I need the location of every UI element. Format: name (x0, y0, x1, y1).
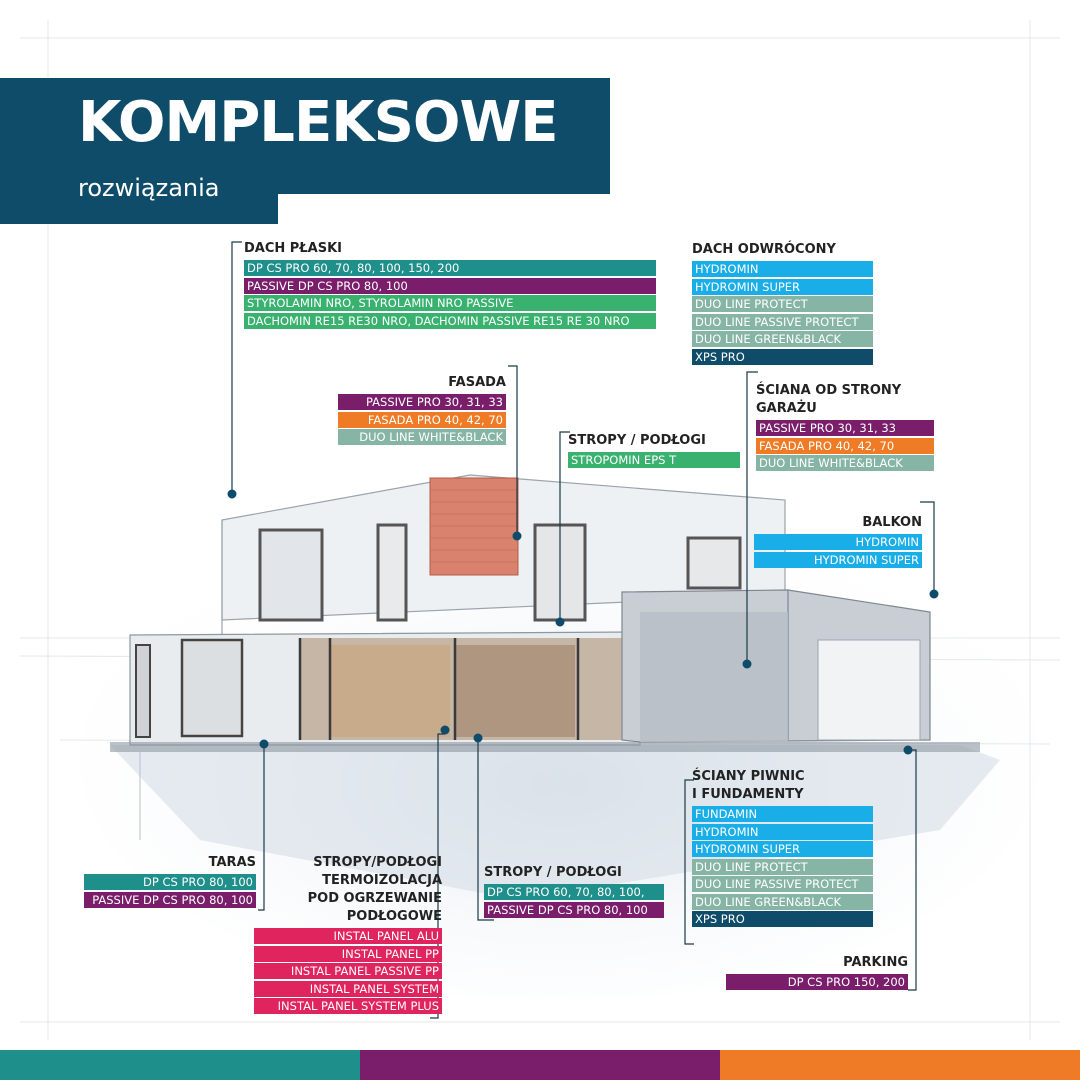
product-label: DUO LINE GREEN&BLACK (692, 894, 873, 910)
group-title: TARAS (208, 855, 256, 870)
group-title: STROPY / PODŁOGI (568, 433, 706, 448)
group-title-line2: TERMOIZOLACJA (322, 873, 442, 888)
product-label: DUO LINE WHITE&BLACK (338, 429, 506, 445)
product-label: INSTAL PANEL PP (254, 946, 442, 962)
group-title: ŚCIANA OD STRONY (756, 383, 902, 398)
group-title-line2: GARAŻU (756, 401, 817, 416)
product-list (692, 806, 873, 927)
group-stropy-dol (484, 864, 664, 919)
product-label: PASSIVE PRO 30, 31, 33 (338, 394, 506, 410)
product-list (338, 394, 506, 445)
product-label: XPS PRO (692, 911, 873, 927)
footer-bar-purple (360, 1050, 720, 1080)
product-label: FASADA PRO 40, 42, 70 (756, 438, 934, 454)
product-list (84, 874, 256, 908)
product-label: XPS PRO (692, 349, 873, 365)
product-label: DUO LINE GREEN&BLACK (692, 331, 873, 347)
product-list (756, 420, 934, 471)
group-title: STROPY / PODŁOGI (484, 865, 622, 880)
page-title: KOMPLEKSOWE (78, 90, 558, 155)
product-label: HYDROMIN (692, 824, 873, 840)
product-label: DUO LINE PASSIVE PROTECT (692, 876, 873, 892)
group-title: STROPY/PODŁOGI (313, 855, 442, 870)
page-subtitle: rozwiązania (78, 174, 220, 202)
group-title: BALKON (862, 515, 922, 530)
product-label: FASADA PRO 40, 42, 70 (338, 412, 506, 428)
group-fasada (338, 374, 506, 447)
group-title: DACH ODWRÓCONY (692, 242, 836, 257)
product-label: HYDROMIN (754, 534, 922, 550)
product-label: DP CS PRO 80, 100 (84, 874, 256, 890)
group-title-line3: POD OGRZEWANIE (307, 891, 442, 906)
product-label: DACHOMIN RE15 RE30 NRO, DACHOMIN PASSIVE RE15 RE 30 NRO (244, 313, 656, 329)
product-list (244, 260, 656, 329)
group-taras (84, 854, 256, 909)
product-label: HYDROMIN SUPER (754, 552, 922, 568)
product-list (726, 974, 908, 990)
group-balkon (754, 514, 922, 569)
product-label: DUO LINE PROTECT (692, 296, 873, 312)
product-label: INSTAL PANEL ALU (254, 928, 442, 944)
group-dach-plaski (244, 240, 656, 330)
product-label: PASSIVE DP CS PRO 80, 100 (84, 892, 256, 908)
product-label: DUO LINE PROTECT (692, 859, 873, 875)
product-label: DP CS PRO 150, 200 (726, 974, 908, 990)
group-title: ŚCIANY PIWNIC (692, 769, 805, 784)
group-sciany-piwnic (692, 768, 873, 929)
product-label: INSTAL PANEL PASSIVE PP (254, 963, 442, 979)
group-parking (726, 954, 908, 992)
group-sciana-garaz (756, 382, 934, 473)
product-list (568, 452, 740, 468)
product-label: HYDROMIN SUPER (692, 841, 873, 857)
product-list (754, 534, 922, 568)
product-list (254, 928, 442, 1014)
footer-bar-teal (0, 1050, 360, 1080)
product-label: INSTAL PANEL SYSTEM PLUS (254, 998, 442, 1014)
group-title: FASADA (448, 375, 506, 390)
product-label: PASSIVE DP CS PRO 80, 100 (244, 278, 656, 294)
product-label: PASSIVE PRO 30, 31, 33 (756, 420, 934, 436)
product-list (484, 884, 664, 918)
group-title: PARKING (843, 955, 908, 970)
footer-bar-orange (720, 1050, 1080, 1080)
product-label: DUO LINE WHITE&BLACK (756, 455, 934, 471)
product-label: STYROLAMIN NRO, STYROLAMIN NRO PASSIVE (244, 295, 656, 311)
group-title-line2: I FUNDAMENTY (692, 787, 804, 802)
group-stropy-ogrzewanie (254, 854, 442, 1016)
product-label: PASSIVE DP CS PRO 80, 100 (484, 902, 664, 918)
product-label: DUO LINE PASSIVE PROTECT (692, 314, 873, 330)
product-label: DP CS PRO 60, 70, 80, 100, 150, 200 (244, 260, 656, 276)
group-title: DACH PŁASKI (244, 241, 343, 256)
product-label: DP CS PRO 60, 70, 80, 100, (484, 884, 664, 900)
product-label: HYDROMIN (692, 261, 873, 277)
group-title-line4: PODŁOGOWE (346, 909, 442, 924)
product-label: FUNDAMIN (692, 806, 873, 822)
group-dach-odwrocony (692, 241, 873, 366)
group-stropy-gora (568, 432, 740, 470)
product-label: INSTAL PANEL SYSTEM (254, 981, 442, 997)
product-list (692, 261, 873, 365)
product-label: STROPOMIN EPS T (568, 452, 740, 468)
product-label: HYDROMIN SUPER (692, 279, 873, 295)
